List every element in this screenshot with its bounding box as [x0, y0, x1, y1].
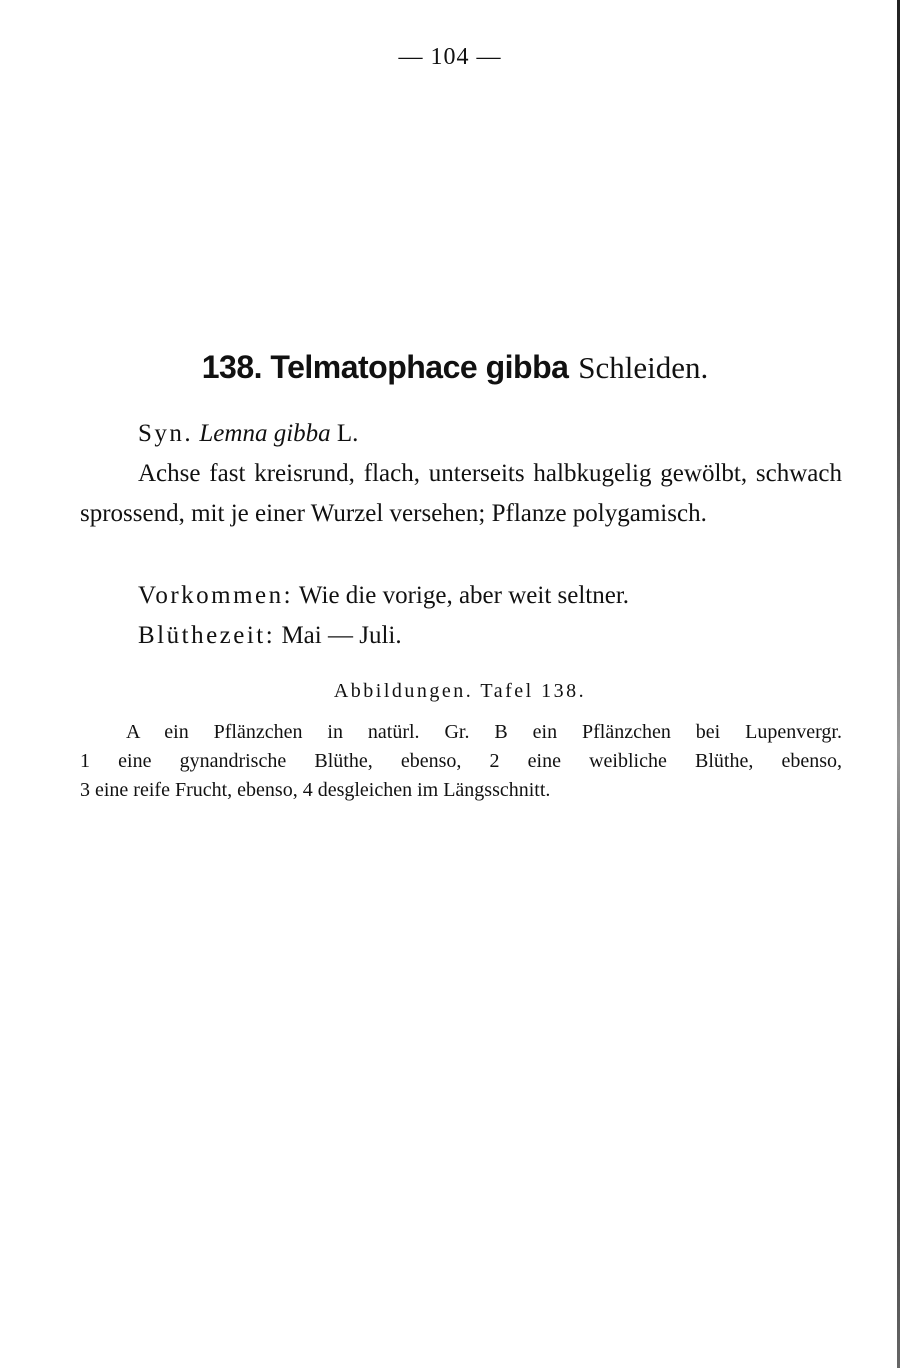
synonym-name: Lemna gibba — [199, 420, 331, 447]
flowering-line — [80, 616, 842, 656]
species-number-and-name: 138. Telmatophace gibba — [201, 349, 569, 385]
species-heading — [0, 349, 900, 386]
description-paragraph — [80, 454, 842, 534]
figures-line-2: 1 eine gynandrische Blüthe, ebenso, 2 eine weibliche Blüthe, ebenso, — [80, 750, 842, 772]
figures-description — [80, 718, 842, 805]
description-text: Achse fast kreisrund, flach, unterseits halbkugelig gewölbt, schwach sprossend, mit je einer Wurzel versehen; Pflanze polygamisch. — [80, 460, 842, 527]
synonym-line — [80, 414, 842, 454]
figures-line-3: 3 eine reife Frucht, ebenso, 4 desgleichen im Längsschnitt. — [80, 779, 551, 801]
figures-line-1: A ein Pflänzchen in natürl. Gr. B ein Pflänzchen bei Lupenvergr. — [126, 721, 842, 743]
species-author: Schleiden. — [578, 350, 709, 385]
occurrence-text: Wie die vorige, aber weit seltner. — [298, 582, 630, 609]
occurrence-label: Vorkommen: — [138, 582, 294, 609]
synonym-author: L. — [336, 420, 359, 447]
flowering-label: Blüthezeit: — [138, 622, 276, 649]
synonym-prefix: Syn. — [138, 420, 194, 447]
flowering-text: Mai — Juli. — [281, 622, 402, 649]
figures-heading: Abbildungen. Tafel 138. — [333, 680, 587, 702]
occurrence-line — [80, 576, 842, 616]
page-number: — 104 — — [398, 44, 502, 70]
